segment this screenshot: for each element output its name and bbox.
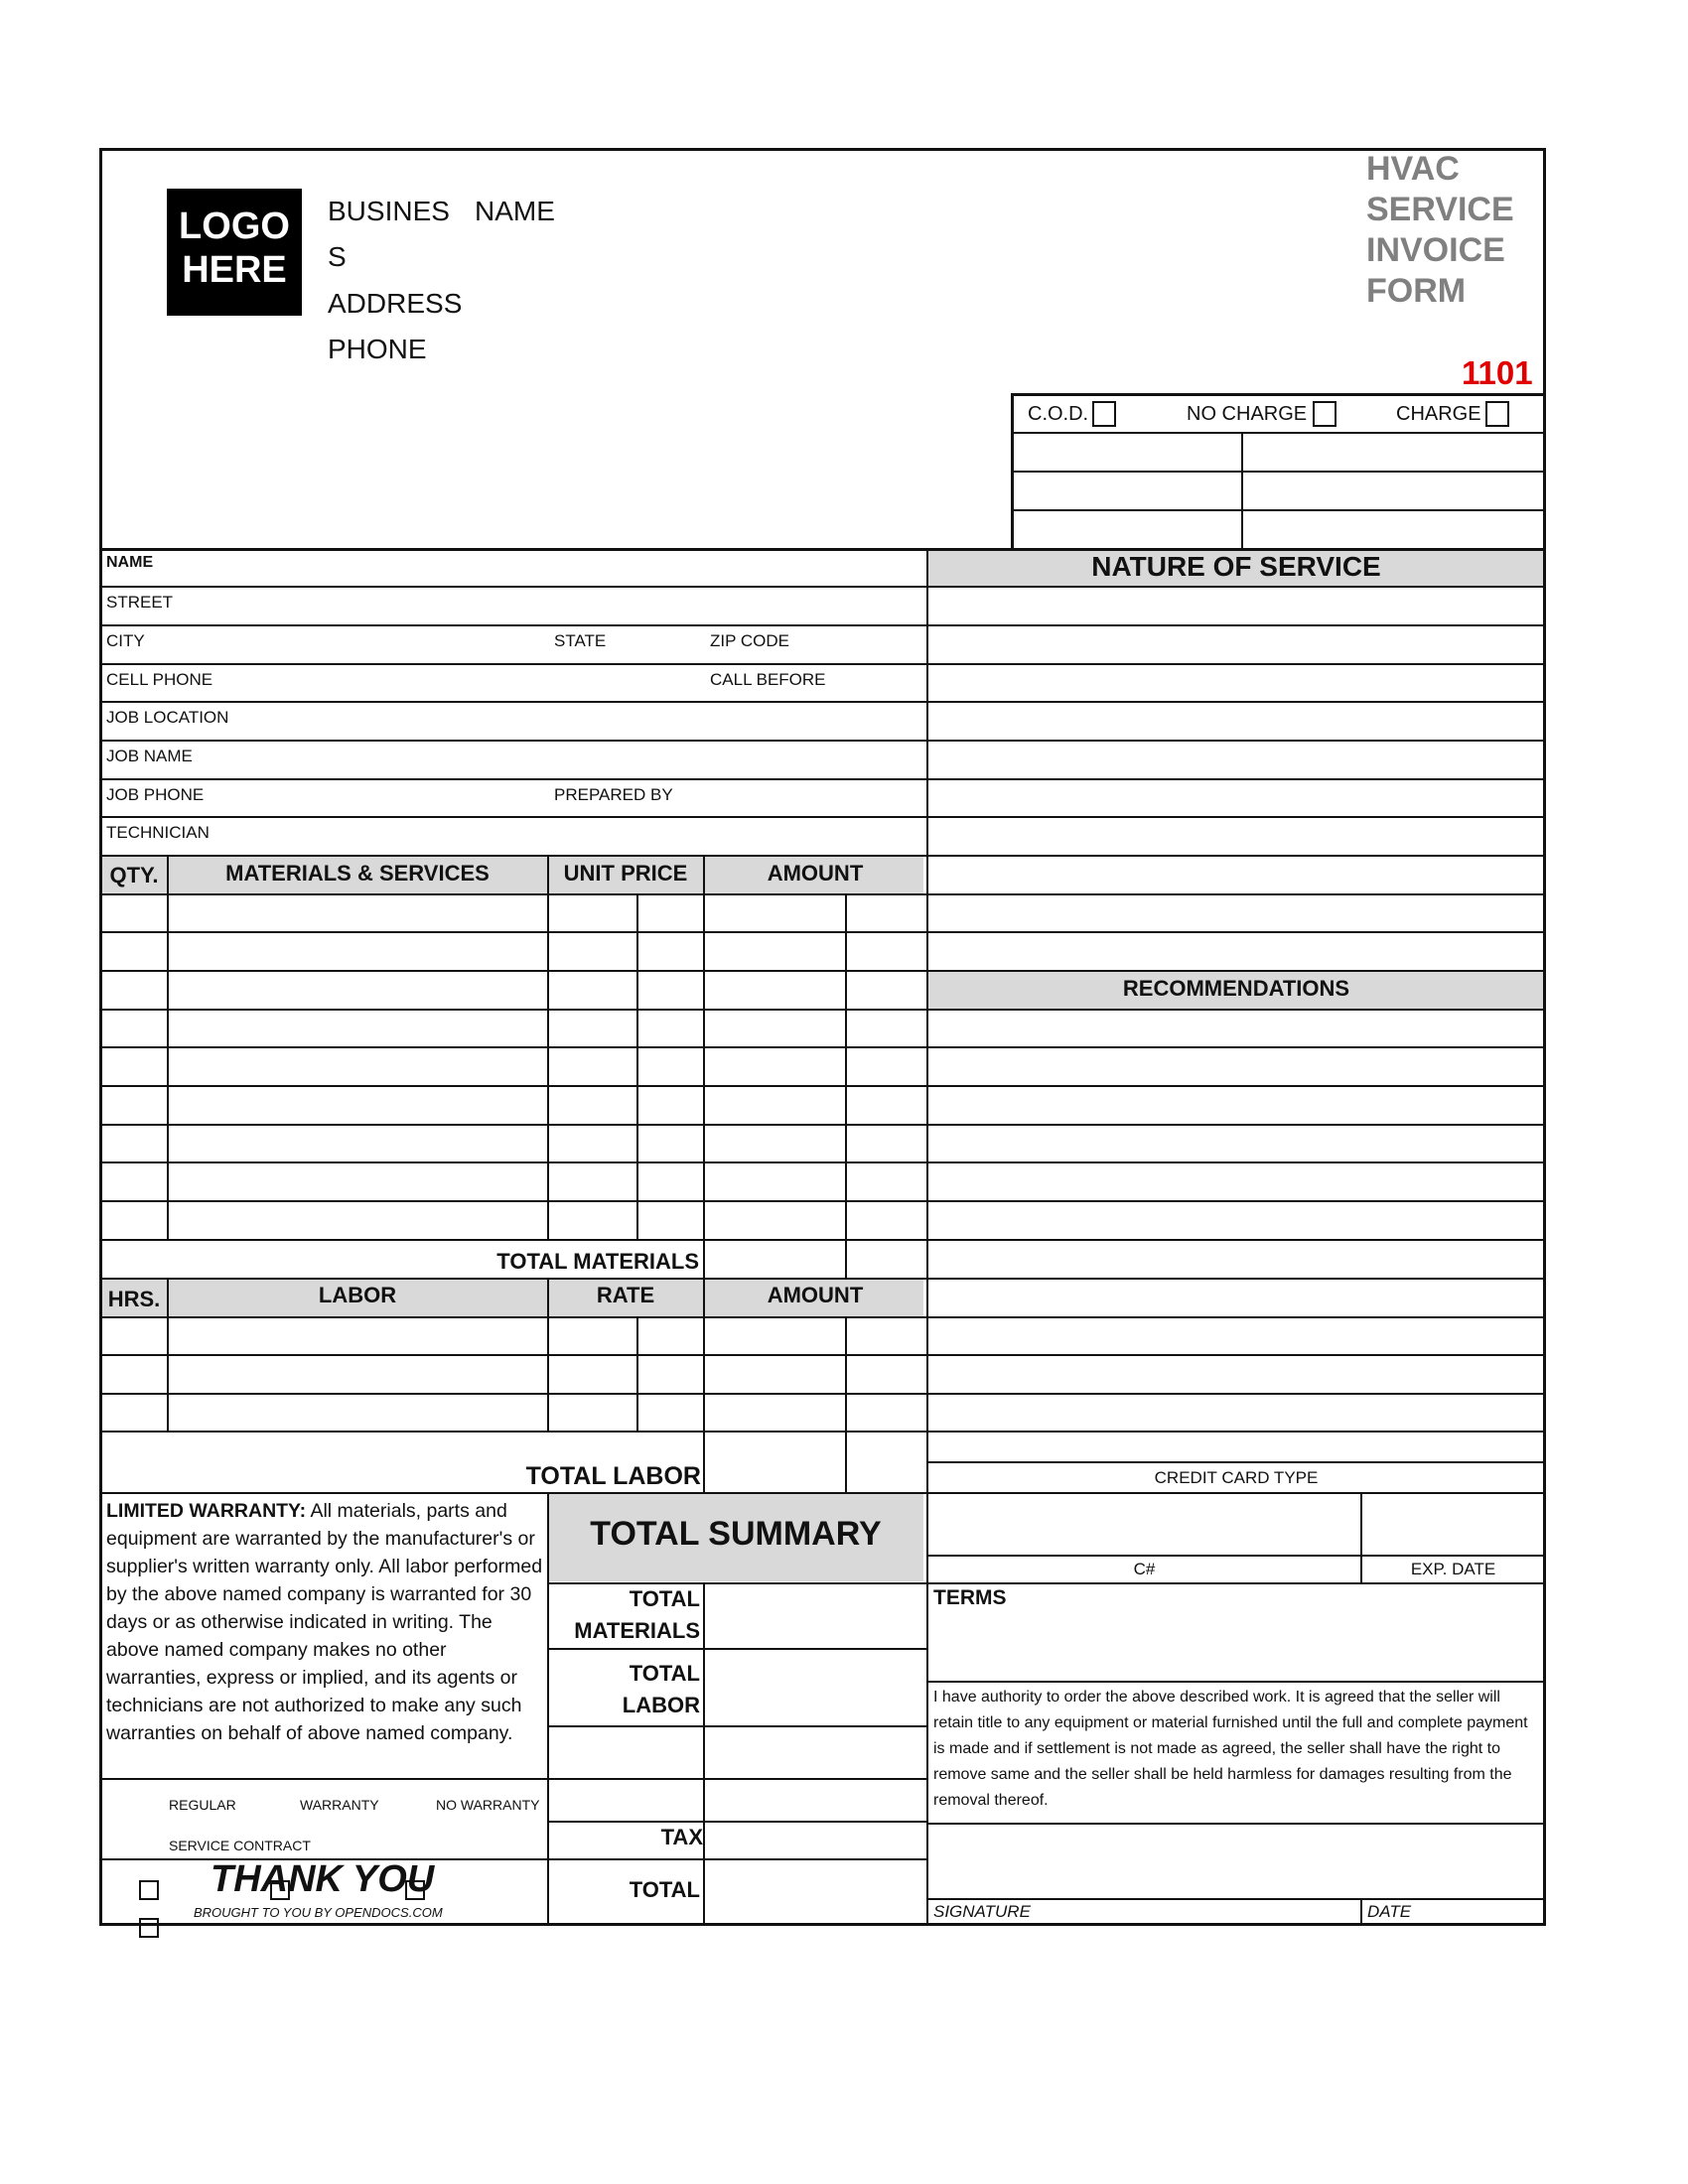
limited-warranty-text: LIMITED WARRANTY: All materials, parts and equipment are warranted by the manufacturer's or supplier's written warranty only. All labor performed by the above named company is warranted for 30 days or as otherwise indicated in writing. The above named company makes no other warranties, express or implied, and its agents or technicians are not authorized to make any such warranties on behalf of above named company. bbox=[106, 1500, 543, 1744]
recommendations-header: RECOMMENDATIONS bbox=[1122, 976, 1350, 1001]
phone-label: PHONE bbox=[328, 334, 427, 364]
business-name-label-3: S bbox=[328, 241, 347, 272]
invoice-number: 1101 bbox=[1462, 354, 1533, 391]
card-number-label: C# bbox=[1133, 1560, 1156, 1578]
brought-by-text: BROUGHT TO YOU BY OPENDOCS.COM bbox=[194, 1905, 443, 1920]
logo-placeholder: LOGO HERE bbox=[167, 189, 302, 316]
job-location-label: JOB LOCATION bbox=[106, 708, 229, 727]
date-label: DATE bbox=[1367, 1902, 1412, 1921]
charge-checkbox[interactable] bbox=[1485, 401, 1509, 427]
zip-label: ZIP CODE bbox=[710, 631, 789, 650]
customer-name-label: NAME bbox=[106, 554, 154, 571]
no-charge-checkbox[interactable] bbox=[1313, 401, 1336, 427]
hrs-header: HRS. bbox=[107, 1287, 161, 1311]
labor-amount-header: AMOUNT bbox=[767, 1283, 864, 1307]
signature-label: SIGNATURE bbox=[933, 1902, 1031, 1921]
cod-label: C.O.D. bbox=[1028, 403, 1089, 425]
street-label: STREET bbox=[106, 593, 174, 612]
materials-header: MATERIALS & SERVICES bbox=[225, 861, 490, 886]
total-summary-header: TOTAL SUMMARY bbox=[590, 1515, 882, 1553]
business-name-label: BUSINES bbox=[328, 196, 450, 226]
labor-header: LABOR bbox=[318, 1283, 397, 1307]
call-before-label: CALL BEFORE bbox=[710, 670, 826, 689]
business-name-label-2: NAME bbox=[475, 196, 555, 226]
total-labor-label: TOTAL LABOR bbox=[525, 1462, 701, 1490]
cell-phone-label: CELL PHONE bbox=[106, 670, 213, 689]
qty-header: QTY. bbox=[109, 863, 159, 887]
job-phone-label: JOB PHONE bbox=[106, 785, 205, 804]
service-contract-label: SERVICE CONTRACT bbox=[169, 1838, 311, 1853]
state-label: STATE bbox=[554, 631, 607, 650]
service-contract-checkbox[interactable] bbox=[139, 1918, 159, 1938]
credit-card-type-label: CREDIT CARD TYPE bbox=[1154, 1468, 1319, 1487]
address-label: ADDRESS bbox=[328, 288, 463, 319]
regular-checkbox[interactable] bbox=[139, 1880, 159, 1900]
job-name-label: JOB NAME bbox=[106, 747, 193, 765]
summary-total-materials-label: TOTAL MATERIALS bbox=[574, 1586, 700, 1643]
warranty-label: WARRANTY bbox=[300, 1797, 379, 1813]
total-materials-label: TOTAL MATERIALS bbox=[496, 1249, 699, 1274]
cod-checkbox[interactable] bbox=[1092, 401, 1116, 427]
tax-label: TAX bbox=[660, 1825, 703, 1849]
exp-date-label: EXP. DATE bbox=[1410, 1560, 1496, 1578]
prepared-by-label: PREPARED BY bbox=[554, 785, 673, 804]
thank-you-text: THANK YOU bbox=[211, 1858, 435, 1900]
materials-amount-header: AMOUNT bbox=[767, 861, 864, 886]
nature-of-service-header: NATURE OF SERVICE bbox=[1091, 551, 1381, 582]
authority-text: I have authority to order the above described work. It is agreed that the seller will retain title to any equipment or material furnished until the full and complete payment is made and if settlement is not made as agreed, the seller shall have the right to remove same and the seller shall be held harmless for damages resulting from the removal thereof. bbox=[933, 1689, 1528, 1809]
form-title: HVAC SERVICE INVOICE FORM bbox=[1366, 150, 1514, 310]
summary-total-labor-label: TOTAL LABOR bbox=[622, 1661, 700, 1717]
no-charge-label: NO CHARGE bbox=[1187, 403, 1308, 425]
unit-price-header: UNIT PRICE bbox=[563, 861, 688, 886]
charge-label: CHARGE bbox=[1396, 403, 1481, 425]
rate-header: RATE bbox=[596, 1283, 655, 1307]
no-warranty-label: NO WARRANTY bbox=[436, 1797, 540, 1813]
terms-label: TERMS bbox=[933, 1586, 1007, 1609]
technician-label: TECHNICIAN bbox=[106, 823, 210, 842]
city-label: CITY bbox=[106, 631, 145, 650]
regular-label: REGULAR bbox=[169, 1797, 236, 1813]
grand-total-label: TOTAL bbox=[629, 1877, 700, 1902]
